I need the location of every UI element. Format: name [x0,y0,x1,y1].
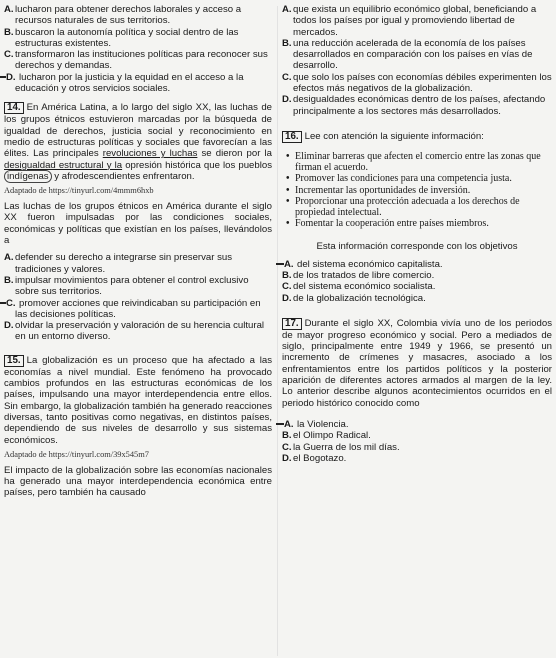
q15-number: 15. [4,355,24,367]
q17-number: 17. [282,318,302,330]
q13-option-b[interactable]: B. buscaron la autonomía política y social dentro de las estructuras existentes. [4,26,239,49]
q13-options [4,4,272,94]
q16-option-d[interactable]: D. de la globalización tecnológica. [282,292,426,304]
q16-option-b[interactable]: B. de los tratados de libre comercio. [282,269,435,281]
q15-option-c[interactable]: C. que solo los países con economías débiles experimenten los efectos más negativos de la globalización. [282,71,552,95]
q14-option-b[interactable]: B. impulsar movimientos para obtener el control exclusivo sobre sus territorios. [4,274,249,298]
q16-option-a[interactable]: A. del sistema económico capitalista. [282,259,552,270]
q17-options [282,419,552,464]
q15-source: Adaptado de https://tinyurl.com/39x545m7 [4,449,149,459]
q13-option-c[interactable]: C. transformaron las instituciones políticas para reconocer sus derechos y demandas. [4,49,268,72]
q14-passage: 14. En América Latina, a lo largo del siglo XX, las luchas de los grupos étnicos estuvieron marcadas por la búsqueda de igualdad de derechos, justicia social y reconocimiento en medio de estructuras políticas y sociales que favorecían a las élites. Las principales revoluciones y luchas se dieron por la desigualdad estructural y la opresión histórica que los pueblos indígenas y afrodescendientes enfrentaron. [4,102,272,182]
q13-option-d[interactable]: D. lucharon por la justicia y la equidad en el acceso a la educación y otros servicios sociales. [4,72,272,95]
list-item: • Proporcionar una protección adecuada a los derechos de propiedad intelectual. [286,195,520,218]
q17-option-d[interactable]: D. el Bogotazo. [282,452,347,464]
q16-header: 16. Lee con atención la siguiente información: [282,131,552,143]
q15-stem: El impacto de la globalización sobre las economías nacionales ha generado una mayor interdependencia económica entre países, pero también ha causado [4,464,272,499]
q14-number: 14. [4,102,24,114]
q14-stem: Las luchas de los grupos étnicos en América durante el siglo XX fueron impulsadas por las condiciones sociales, económicas y políticas que existían en los países, llevándolos a [4,201,272,247]
q15-option-b[interactable]: B. una reducción acelerada de la economía de los países desarrollados en comparación con los países en vías de desarrollo. [282,37,533,72]
list-item: • Incrementar las oportunidades de inversión. [286,184,471,196]
left-column [4,2,272,499]
q16-bullet-list [286,151,552,229]
bullet-icon: • [286,150,290,162]
q16-number: 16. [282,131,302,143]
q14-options [4,252,272,342]
q13-option-a[interactable]: A. lucharon para obtener derechos laborales y acceso a recursos naturales de sus territorios. [4,4,242,27]
q16-stem: Esta información corresponde con los objetivos [316,241,518,253]
q14-option-a[interactable]: A. defender su derecho a integrarse sin preservar sus tradiciones y valores. [4,252,233,275]
bullet-icon: • [286,195,290,207]
q14-option-d[interactable]: D. olvidar la preservación y valoración de su herencia cultural en un entorno diverso. [4,320,265,343]
q17-option-a[interactable]: A. la Violencia. [282,419,552,430]
q14-source: Adaptado de https://tinyurl.com/4mmm6hxb [4,186,154,196]
right-column [282,2,552,464]
q15-option-a[interactable]: A. que exista un equilibrio económico global, beneficiando a todos los países por igual y promoviendo libertad de mercados. [282,4,537,38]
bullet-icon: • [286,173,290,185]
bullet-icon: • [286,184,290,196]
q15-passage: 15. La globalización es un proceso que ha afectado a las economías a nivel mundial. Este fenómeno ha provocado cambios profundos en las estructuras económicas de los países, impulsando una mayor interdependencia entre ellos. Sin embargo, la globalización también ha generado reacciones diversas, tanto positivas como negativas, en distintos países, dependiendo de sus niveles de desarrollo y sus sistemas económicos. [4,354,272,446]
list-item: • Fomentar la cooperación entre países miembros. [286,218,489,230]
list-item: • Promover las condiciones para una competencia justa. [286,173,512,185]
column-divider [277,6,278,656]
q14-option-c[interactable]: C. promover acciones que reivindicaban su participación en las decisiones políticas. [4,298,272,321]
q17-passage: 17. Durante el siglo XX, Colombia vivía uno de los periodos de mayor progreso económico y social. Pero a mediados de siglo, principalmente entre 1949 y 1966, se presentó un incremento de crímenes y masacres, asociado a los enfrentamientos entre los partidos políticos y la posterior aparición de diferentes actores armados al margen de la ley. Lo anterior describe algunos acontecimientos ocurridos en el periodo histórico conocido como [282,317,552,409]
list-item: • Eliminar barreras que afecten el comercio entre las zonas que firman el acuerdo. [286,150,541,174]
bullet-icon: • [286,218,290,230]
q15-options [282,4,552,117]
q16-option-c[interactable]: C. del sistema económico socialista. [282,281,436,293]
q15-option-d[interactable]: D. desigualdades económicas dentro de los países, afectando principalmente a los sectores más desarrollados. [282,94,546,117]
q16-options [282,259,552,304]
q17-option-c[interactable]: C. la Guerra de los mil días. [282,441,400,453]
q17-option-b[interactable]: B. el Olimpo Radical. [282,430,371,442]
